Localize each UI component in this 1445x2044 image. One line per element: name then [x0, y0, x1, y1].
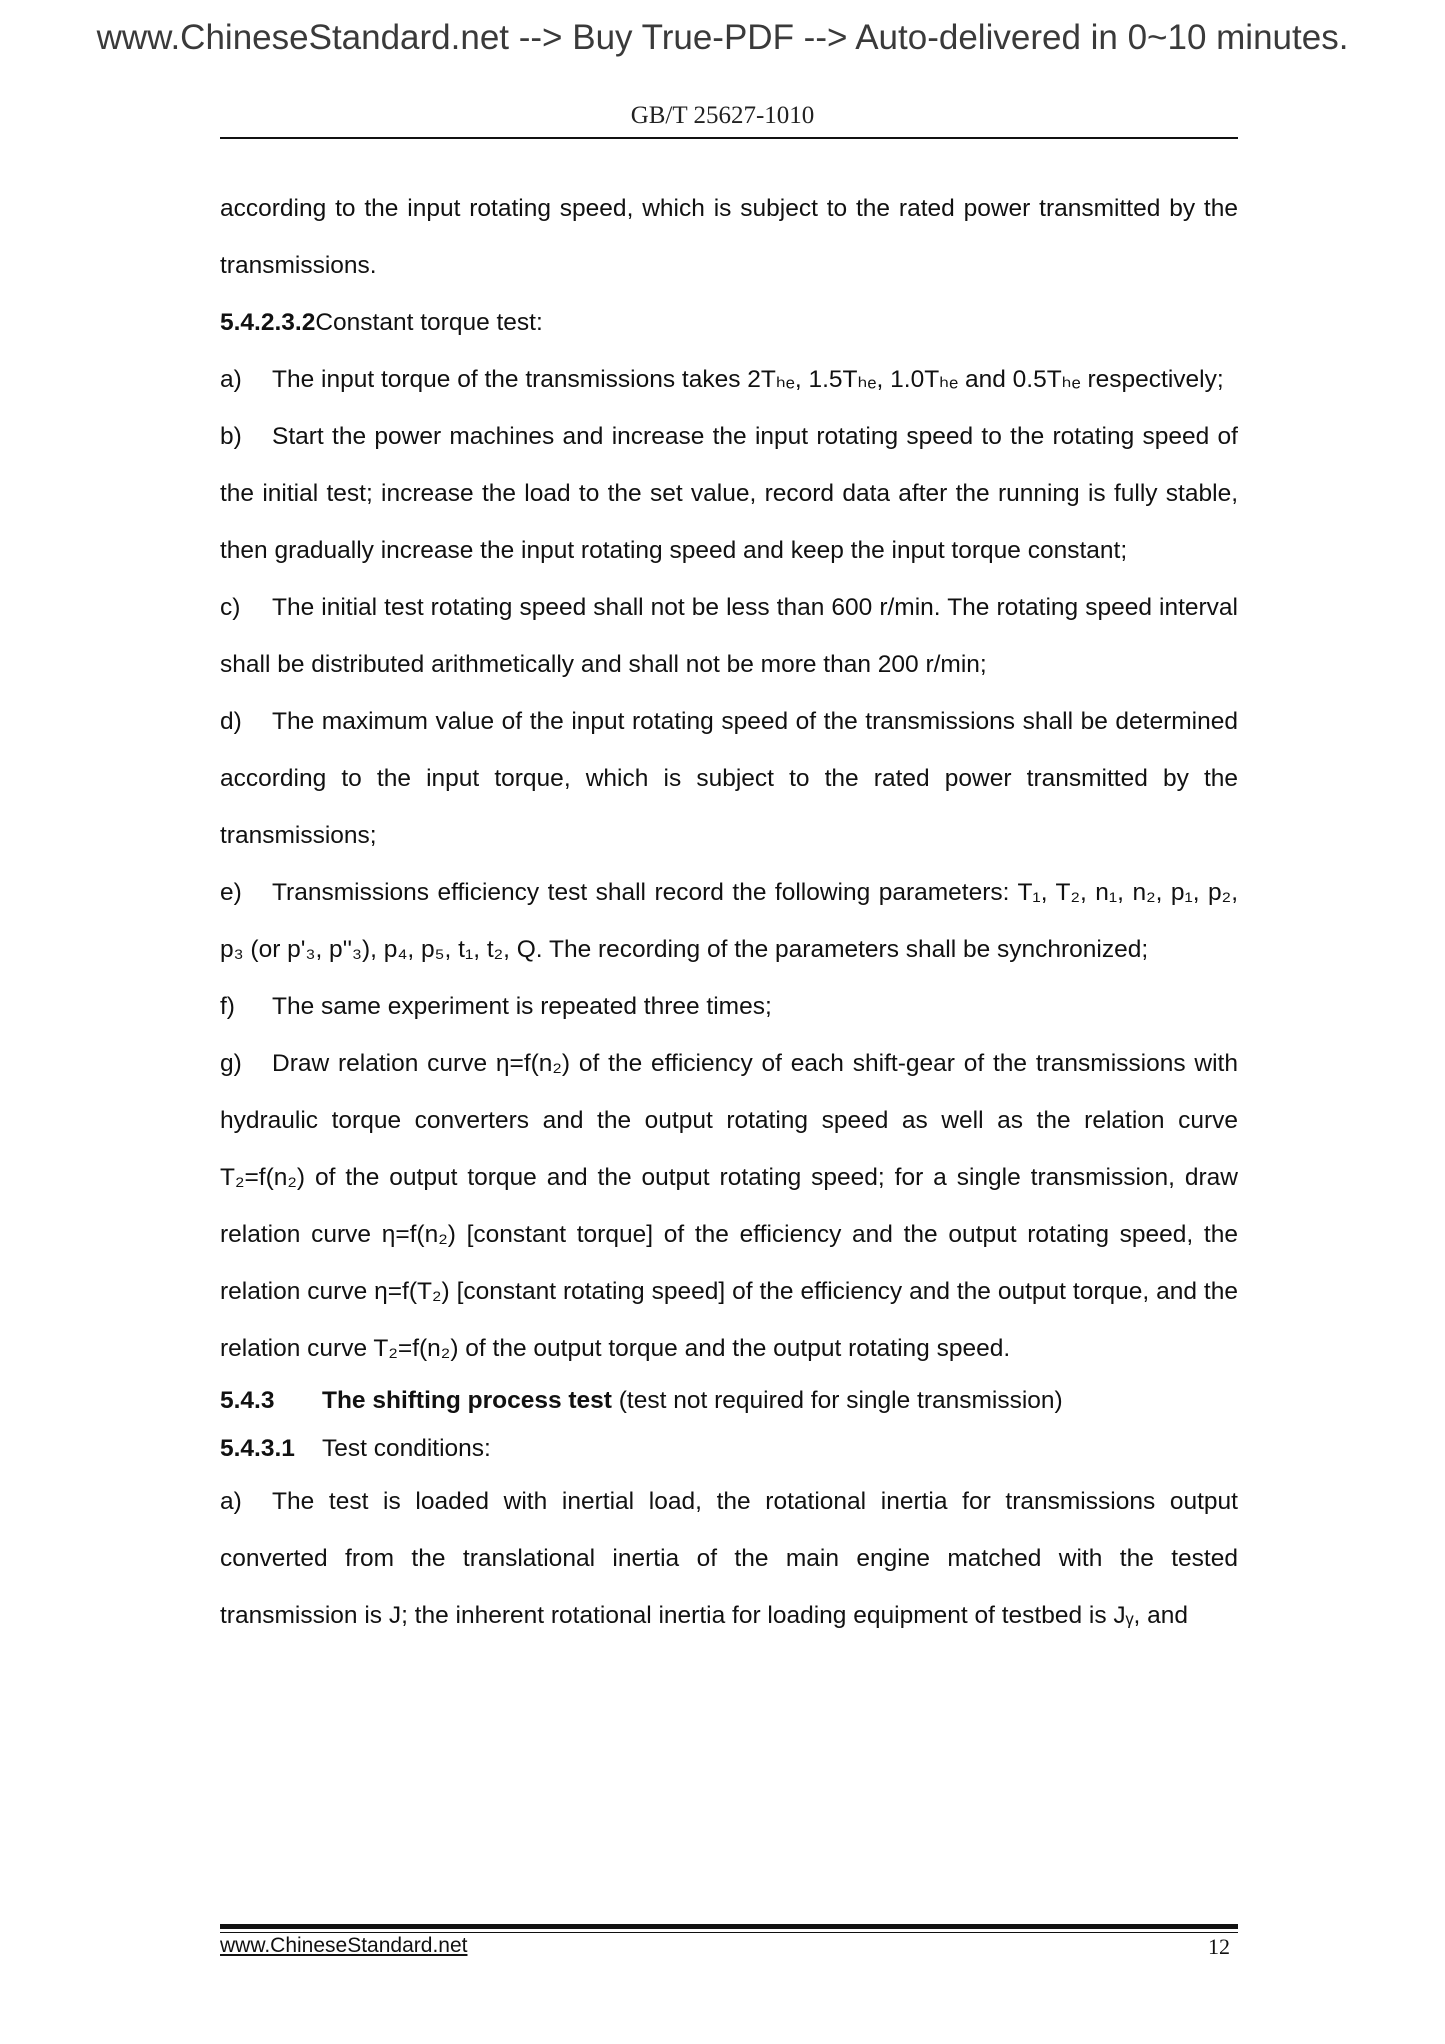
- list-item-f: [220, 978, 1238, 1035]
- list-item-e: [220, 864, 1238, 978]
- list-item-d: [220, 693, 1238, 864]
- section-number: 5.4.3: [220, 1387, 275, 1414]
- page-number: 12: [1208, 1934, 1230, 1959]
- footer-divider-thick: [220, 1924, 1238, 1929]
- section-number: 5.4.2.3.2: [220, 309, 316, 336]
- heading-5-4-2-3-2: [220, 294, 1238, 351]
- list-item-label: e): [220, 879, 242, 906]
- list-item-text: Draw relation curve η=f(n₂) of the efficiency of each shift-gear of the transmissions with hydraulic torque converters and the output rotating speed as well as the relation curve T₂=f(n₂) of the output torque and the output rotating speed; for a single transmission, draw relation curve η=f(n₂) [constant torque] of the efficiency and the output rotating speed, the relation curve η=f(T₂) [constant rotating speed] of the efficiency and the output torque, and the relation curve T₂=f(n₂) of the output torque and the output rotating speed.: [220, 1050, 1238, 1362]
- list-item-text: The input torque of the transmissions takes 2Tₕₑ, 1.5Tₕₑ, 1.0Tₕₑ and 0.5Tₕₑ respectively;: [272, 366, 1224, 393]
- section-note: (test not required for single transmission): [611, 1387, 1063, 1414]
- footer-divider-thin: [220, 1932, 1238, 1933]
- promo-banner: www.ChineseStandard.net --> Buy True-PDF --> Auto-delivered in 0~10 minutes.: [96, 18, 1349, 57]
- standard-code: GB/T 25627-1010: [630, 102, 815, 129]
- list-item-text: The maximum value of the input rotating speed of the transmissions shall be determined according to the input torque, which is subject to the rated power transmitted by the transmissions;: [220, 708, 1238, 849]
- list-item-b: [220, 408, 1238, 579]
- list-item-label: f): [220, 993, 235, 1020]
- list-item-text: Transmissions efficiency test shall record the following parameters: T₁, T₂, n₁, n₂, p₁, p₂, p₃ (or p'₃, p''₃), p₄, p₅, t₁, t₂, Q. The recording of the parameters shall be synchronized;: [220, 879, 1238, 963]
- section-title: Constant torque test:: [315, 309, 543, 336]
- section-title: The shifting process test: [322, 1387, 612, 1414]
- list-item-text: Start the power machines and increase the input rotating speed to the rotating speed of the initial test; increase the load to the set value, record data after the running is fully stable, then gradually increase the input rotating speed and keep the input torque constant;: [220, 423, 1238, 564]
- list-item-c: [220, 579, 1238, 693]
- continued-paragraph: according to the input rotating speed, which is subject to the rated power transmitted by the transmissions.: [220, 195, 1238, 279]
- section-number: 5.4.3.1: [220, 1435, 295, 1462]
- list-item-text: The same experiment is repeated three times;: [272, 993, 772, 1020]
- list-item-a: [220, 351, 1238, 408]
- list-item-text: The test is loaded with inertial load, the rotational inertia for transmissions output converted from the translational inertia of the main engine matched with the tested transmission is J; the inherent rotational inertia for loading equipment of testbed is Jᵧ, and: [220, 1488, 1238, 1629]
- list-item-label: c): [220, 594, 241, 621]
- document-body: [220, 180, 1238, 1644]
- list-item-label: b): [220, 423, 242, 450]
- heading-5-4-3: [220, 1377, 1238, 1425]
- footer-site-link[interactable]: www.ChineseStandard.net: [220, 1934, 468, 1957]
- list-item-label: a): [220, 366, 242, 393]
- list-item-g: [220, 1035, 1238, 1377]
- header-divider: [220, 137, 1238, 139]
- list-item-a-conditions: [220, 1473, 1238, 1644]
- heading-5-4-3-1: [220, 1425, 1238, 1473]
- list-item-label: a): [220, 1488, 242, 1515]
- list-item-label: g): [220, 1050, 242, 1077]
- list-item-label: d): [220, 708, 242, 735]
- list-item-text: The initial test rotating speed shall not be less than 600 r/min. The rotating speed interval shall be distributed arithmetically and shall not be more than 200 r/min;: [220, 594, 1238, 678]
- section-title: Test conditions:: [322, 1435, 491, 1462]
